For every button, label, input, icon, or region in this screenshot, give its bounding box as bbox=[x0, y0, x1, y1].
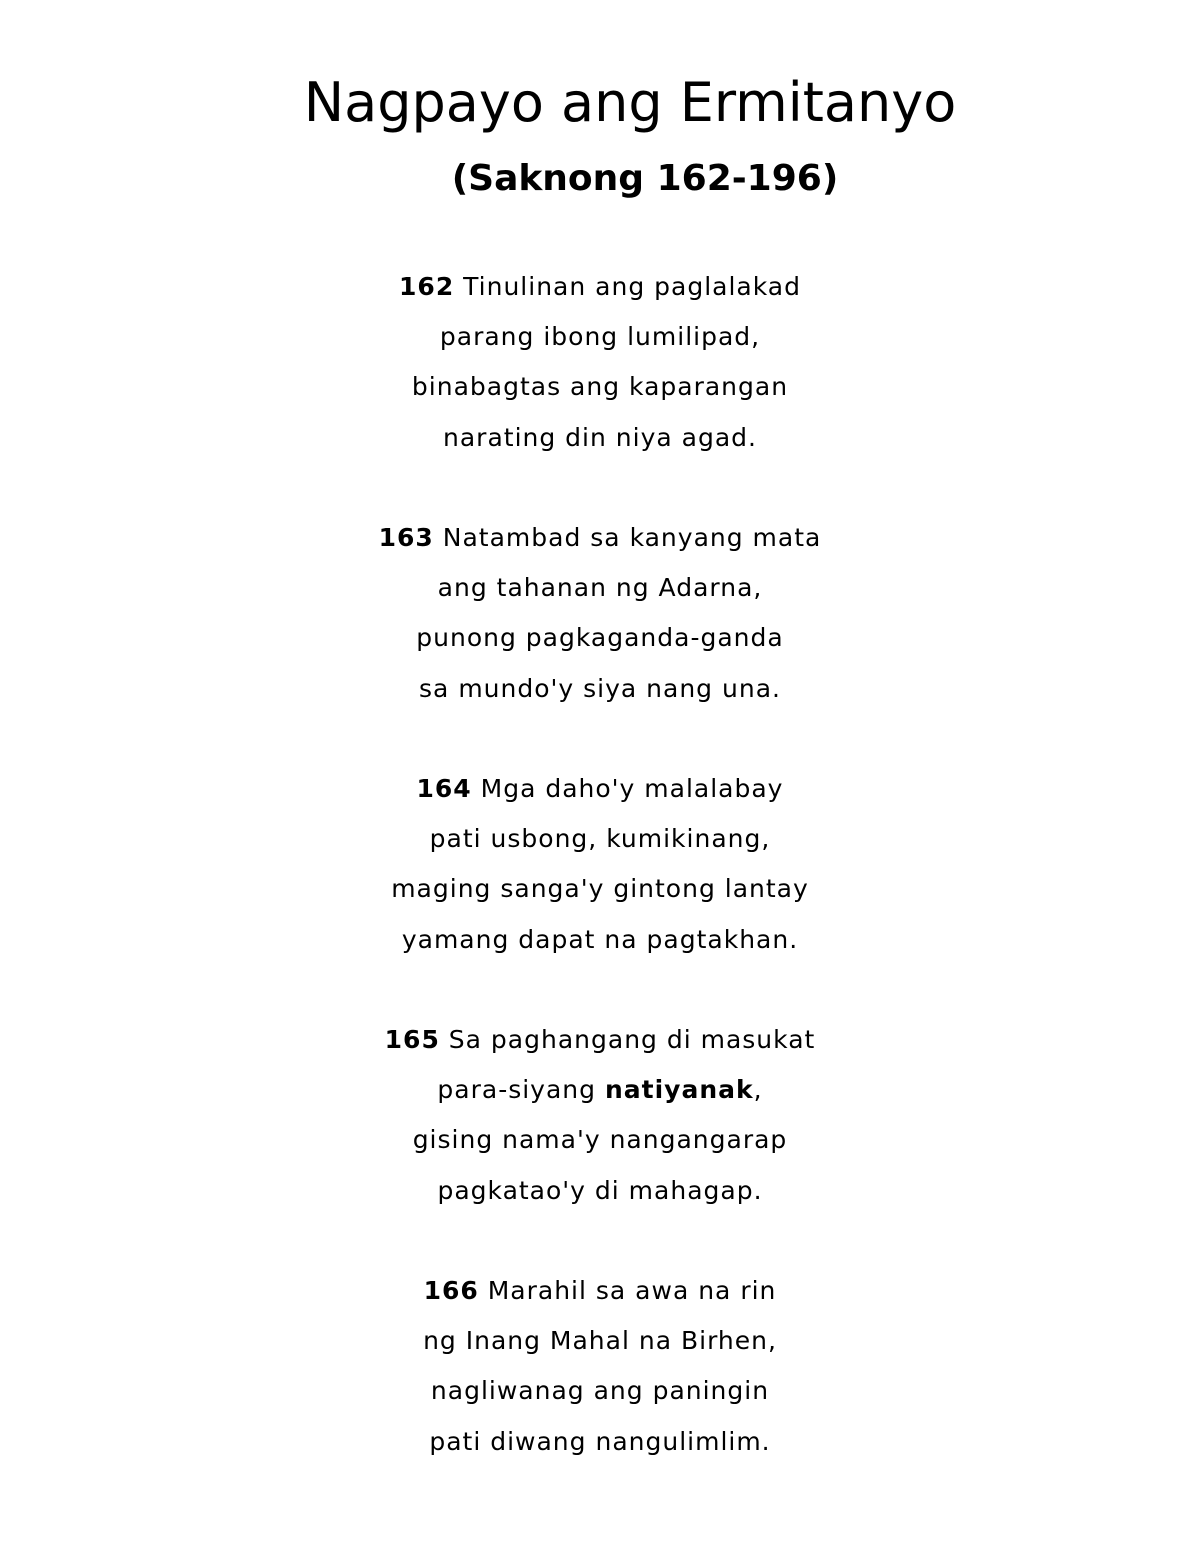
stanza-line: ng Inang Mahal na Birhen, bbox=[423, 1326, 777, 1356]
line-text: para-siyang bbox=[437, 1075, 605, 1105]
stanza-line: sa mundo'y siya nang una. bbox=[419, 673, 781, 703]
line-text: Natambad sa kanyang mata bbox=[442, 523, 822, 552]
stanza-line: gising nama'y nangangarap bbox=[412, 1125, 788, 1155]
stanza-line bbox=[0, 1015, 1200, 1065]
stanza-number: 166 bbox=[423, 1276, 479, 1305]
poem-title: Nagpayo ang Ermitanyo bbox=[303, 71, 957, 134]
stanza-line bbox=[0, 513, 1200, 563]
highlighted-word: natiyanak bbox=[604, 1075, 754, 1105]
stanza-line: maging sanga'y gintong lantay bbox=[391, 874, 809, 904]
stanza-number: 163 bbox=[378, 523, 434, 552]
stanza-list bbox=[0, 262, 1200, 1517]
stanza-line: pati diwang nangulimlim. bbox=[429, 1426, 771, 1456]
stanza-line: pati usbong, kumikinang, bbox=[429, 824, 771, 854]
stanza-number: 164 bbox=[416, 774, 472, 803]
line-text: Tinulinan ang paglalakad bbox=[463, 272, 801, 301]
stanza-166 bbox=[0, 1266, 1200, 1517]
stanza-line: narating din niya agad. bbox=[443, 422, 757, 452]
stanza-line: nagliwanag ang paningin bbox=[430, 1376, 770, 1406]
stanza-number: 162 bbox=[399, 272, 455, 301]
stanza-line: binabagtas ang kaparangan bbox=[411, 372, 789, 402]
stanza-line: punong pagkaganda-ganda bbox=[416, 623, 784, 653]
stanza-164 bbox=[0, 764, 1200, 1015]
line-text: Marahil sa awa na rin bbox=[487, 1276, 777, 1305]
poem-subtitle: (Saknong 162-196) bbox=[451, 158, 839, 199]
stanza-line: parang ibong lumilipad, bbox=[439, 322, 761, 352]
stanza-line bbox=[0, 764, 1200, 814]
stanza-number: 165 bbox=[384, 1025, 440, 1054]
stanza-line: ang tahanan ng Adarna, bbox=[437, 573, 763, 603]
stanza-line: pagkatao'y di mahagap. bbox=[437, 1175, 763, 1205]
stanza-line bbox=[0, 1065, 1200, 1115]
stanza-165 bbox=[0, 1015, 1200, 1266]
stanza-line: yamang dapat na pagtakhan. bbox=[401, 924, 799, 954]
line-text: Mga daho'y malalabay bbox=[480, 774, 784, 803]
line-text: Sa paghangang di masukat bbox=[448, 1025, 816, 1054]
stanza-line bbox=[0, 262, 1200, 312]
stanza-162 bbox=[0, 262, 1200, 513]
stanza-line bbox=[0, 1266, 1200, 1316]
line-punctuation: , bbox=[753, 1075, 763, 1105]
stanza-163 bbox=[0, 513, 1200, 764]
